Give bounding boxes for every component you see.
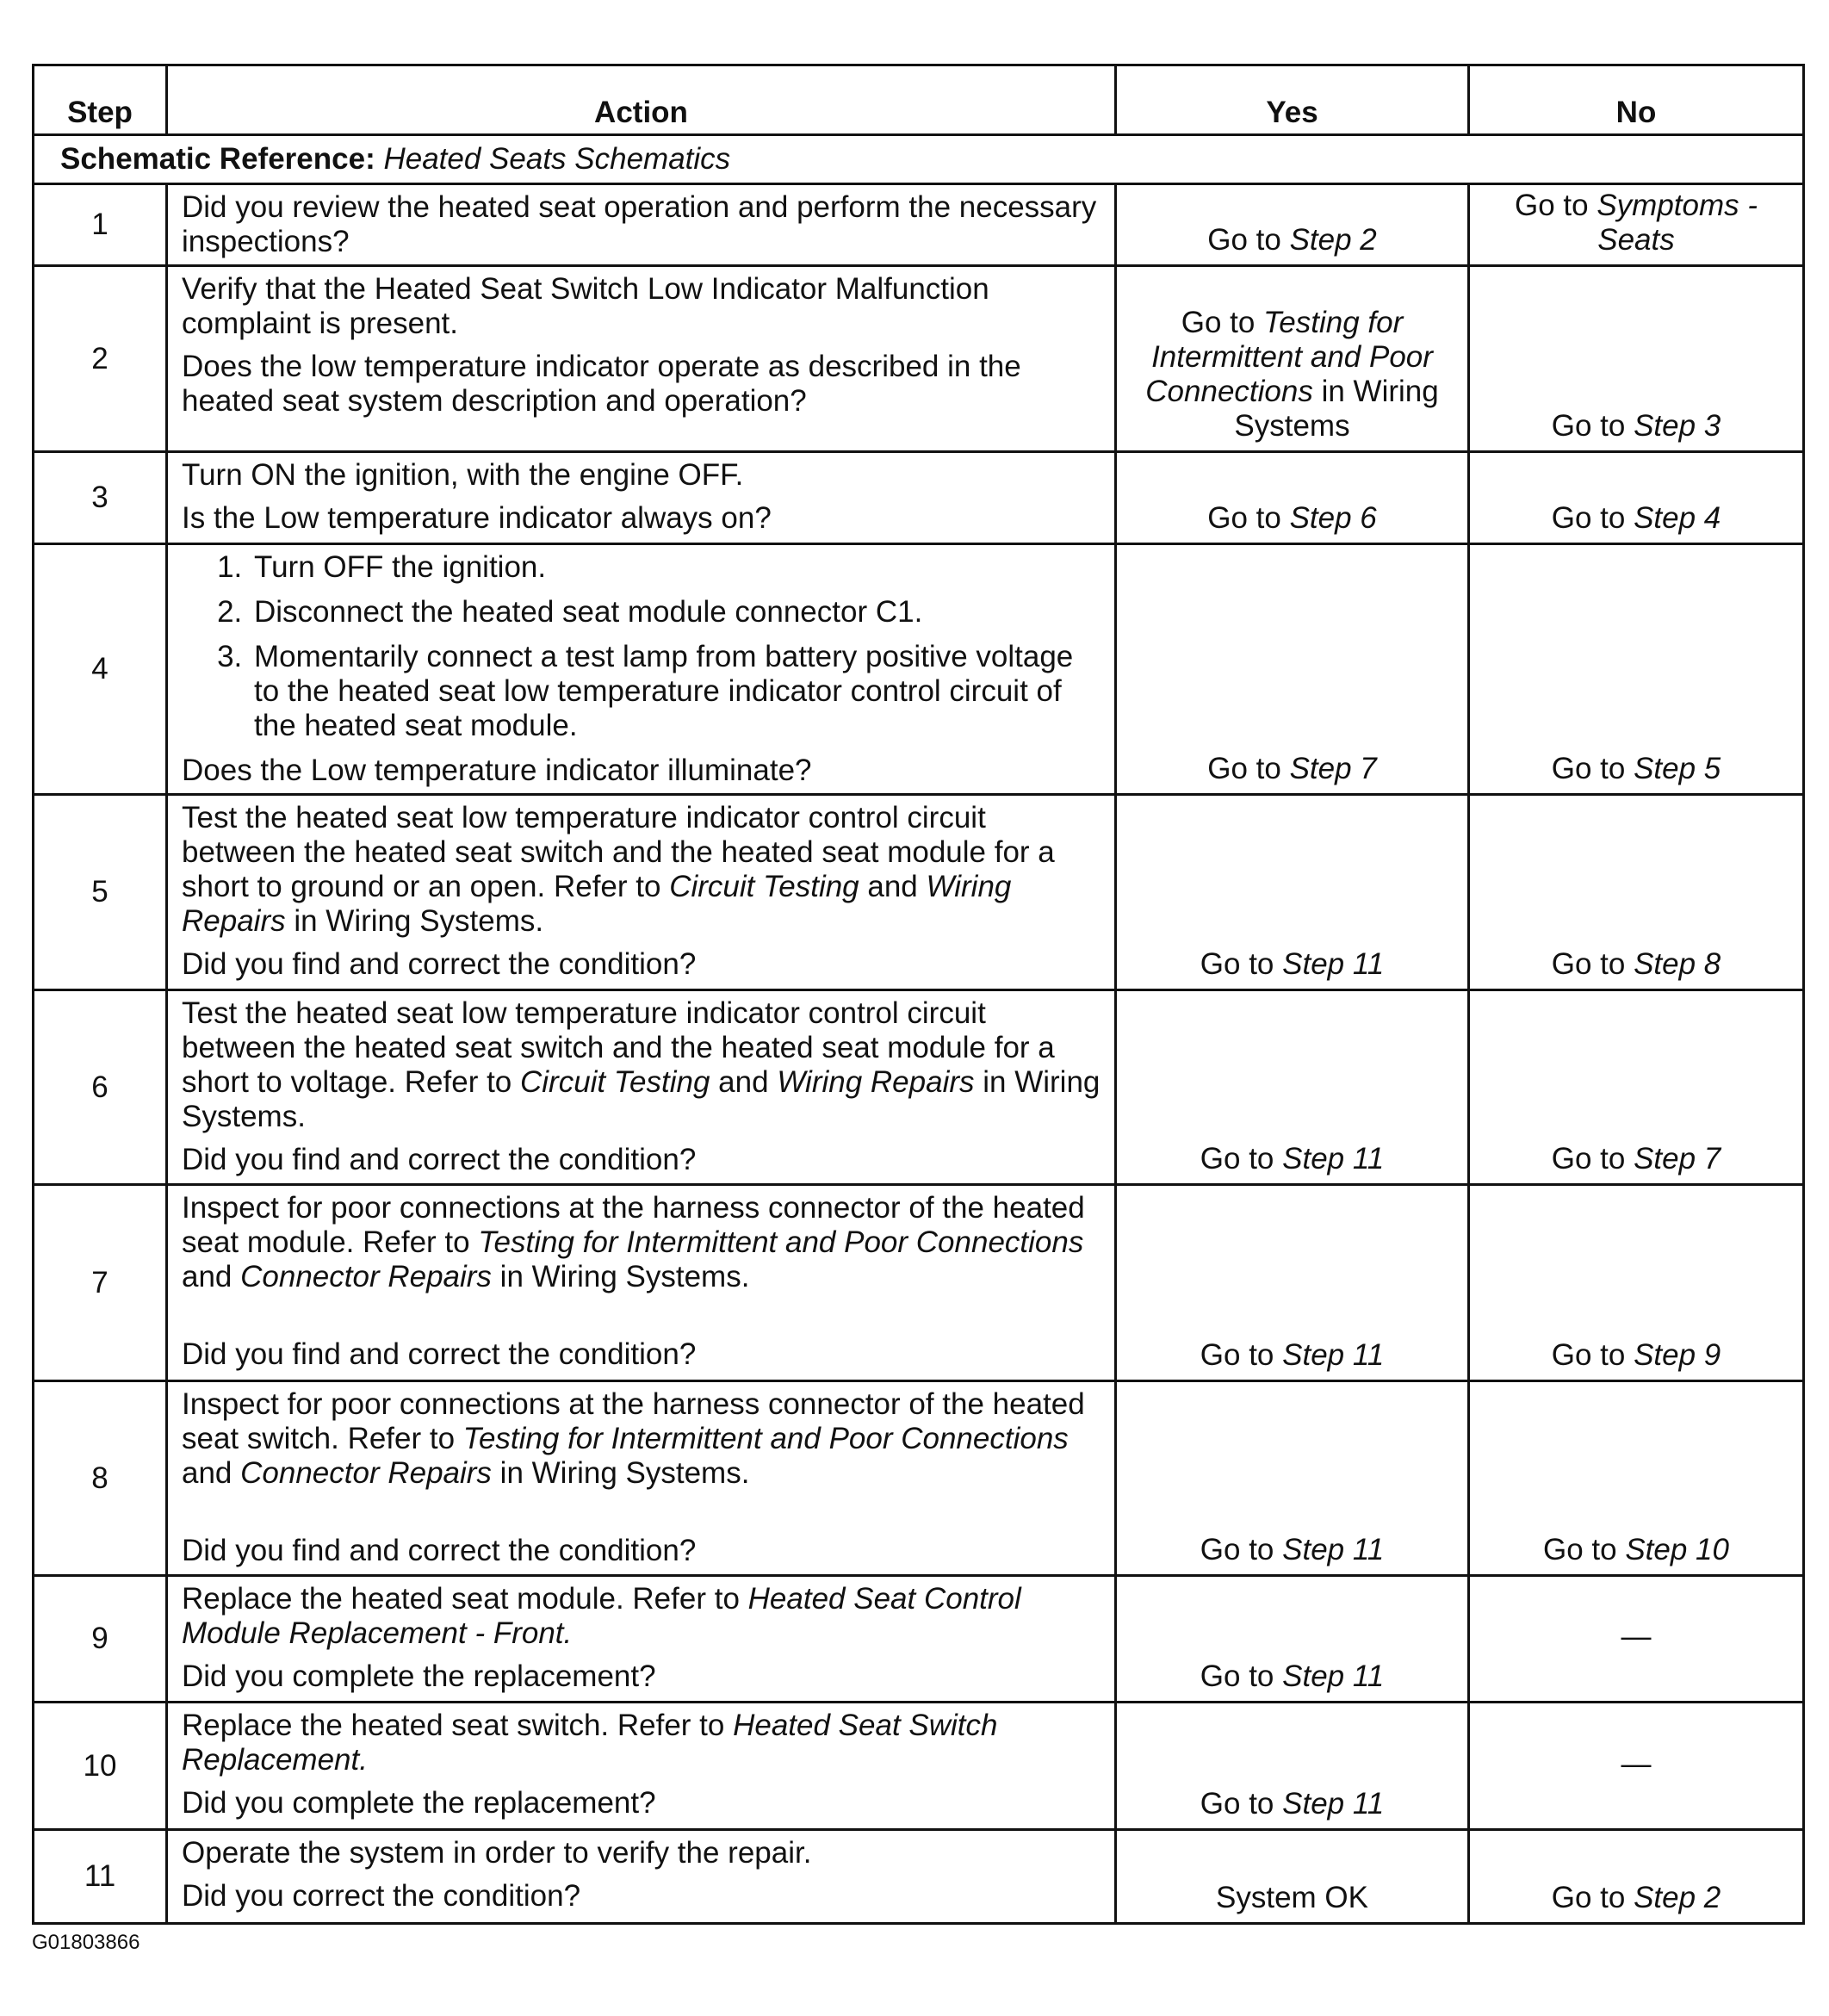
substep-item: 2. Disconnect the heated seat module connector C1. — [251, 595, 1102, 630]
action-cell — [167, 544, 1116, 795]
yes-reference: Step 6 — [1289, 501, 1377, 535]
question-text: Did you find and correct the condition? — [182, 947, 697, 981]
action-question — [182, 754, 1102, 788]
no-column-header: No — [1469, 65, 1804, 135]
table-row — [34, 1185, 1804, 1381]
action-cell — [167, 1185, 1116, 1381]
step-number: 1 — [34, 184, 167, 266]
table-row — [34, 1703, 1804, 1830]
yes-text: System OK — [1216, 1881, 1368, 1914]
action-cell — [167, 452, 1116, 544]
table-body — [34, 135, 1804, 1924]
no-text: Go to — [1551, 1881, 1634, 1914]
diagnostic-document — [32, 64, 1802, 1925]
action-cell — [167, 990, 1116, 1185]
figure-reference-code: G01803866 — [32, 1931, 140, 1954]
action-text: and — [859, 870, 927, 903]
no-reference: Step 2 — [1634, 1881, 1721, 1914]
no-text: Go to — [1551, 501, 1634, 535]
step-number: 6 — [34, 990, 167, 1185]
no-result — [1469, 1830, 1804, 1924]
step-number: 2 — [34, 266, 167, 452]
action-text: in Wiring Systems. — [491, 1456, 750, 1490]
yes-reference: Testing for Intermittent and Poor Connections — [1145, 306, 1433, 408]
yes-text: Go to — [1207, 223, 1290, 257]
action-text: Inspect for poor connections at the harness connector of the heated seat module. Refer to — [182, 1191, 1085, 1259]
action-question — [182, 1786, 1102, 1821]
action-cell — [167, 1703, 1116, 1830]
no-reference: Step 8 — [1634, 947, 1721, 981]
step-number: 5 — [34, 795, 167, 990]
step-number: 11 — [34, 1830, 167, 1924]
yes-result — [1116, 452, 1469, 544]
no-text: Go to — [1551, 947, 1634, 981]
action-paragraph — [182, 996, 1102, 1134]
question-text: Does the Low temperature indicator illuminate? — [182, 754, 812, 787]
table-row — [34, 544, 1804, 795]
no-reference: Step 9 — [1634, 1338, 1721, 1372]
yes-text: Go to — [1200, 1338, 1283, 1372]
table-row — [34, 1381, 1804, 1576]
no-result — [1469, 544, 1804, 795]
action-text: and — [710, 1065, 778, 1099]
no-reference: Step 3 — [1634, 409, 1721, 443]
action-paragraph — [182, 1709, 1102, 1777]
yes-result — [1116, 990, 1469, 1185]
action-text: and — [182, 1456, 241, 1490]
no-result — [1469, 184, 1804, 266]
yes-text: Go to — [1200, 1142, 1283, 1175]
yes-text: Go to — [1207, 752, 1290, 785]
yes-reference: Step 11 — [1282, 1533, 1385, 1566]
yes-result — [1116, 1576, 1469, 1703]
action-reference: Circuit Testing — [519, 1065, 710, 1099]
question-text: Did you correct the condition? — [182, 1879, 581, 1913]
diagnostic-table — [32, 64, 1805, 1925]
action-cell — [167, 795, 1116, 990]
yes-reference: Step 11 — [1282, 947, 1385, 981]
question-text: Did you find and correct the condition? — [182, 1534, 697, 1567]
action-question — [182, 1534, 1102, 1568]
no-text: — — [1621, 1746, 1652, 1781]
no-text: Go to — [1551, 752, 1634, 785]
step-number: 7 — [34, 1185, 167, 1381]
no-result — [1469, 795, 1804, 990]
yes-reference: Step 11 — [1282, 1142, 1385, 1175]
yes-reference: Step 7 — [1289, 752, 1377, 785]
action-text: Test the heated seat low temperature indicator control circuit between the heated seat switch and the heated seat module for a short to ground or an open. Refer to — [182, 801, 1055, 903]
action-reference: Wiring Repairs — [777, 1065, 975, 1099]
question-text: Did you complete the replacement? — [182, 1659, 656, 1693]
step-number: 4 — [34, 544, 167, 795]
action-question — [182, 1143, 1102, 1177]
table-row — [34, 266, 1804, 452]
action-text: Verify that the Heated Seat Switch Low Indicator Malfunction complaint is present. — [182, 272, 989, 340]
yes-result — [1116, 544, 1469, 795]
action-text: in Wiring Systems. — [182, 1065, 1100, 1133]
no-text: Go to — [1551, 409, 1634, 443]
schematic-reference-label: Schematic Reference: — [60, 142, 375, 176]
action-reference: Testing for Intermittent and Poor Connections — [462, 1422, 1069, 1455]
table-row — [34, 795, 1804, 990]
substep-list — [182, 550, 1102, 743]
yes-text: Go to — [1200, 1787, 1283, 1821]
action-text: in Wiring Systems. — [491, 1260, 750, 1293]
yes-text: Go to — [1200, 947, 1283, 981]
step-number: 8 — [34, 1381, 167, 1576]
action-reference: Connector Repairs — [240, 1260, 492, 1293]
no-text: Go to — [1543, 1533, 1626, 1566]
yes-column-header: Yes — [1116, 65, 1469, 135]
action-column-header: Action — [167, 65, 1116, 135]
action-paragraph — [182, 801, 1102, 939]
yes-text: Go to — [1181, 306, 1264, 339]
yes-result — [1116, 184, 1469, 266]
action-cell — [167, 266, 1116, 452]
action-text: and — [182, 1260, 241, 1293]
action-text: Did you review the heated seat operation and perform the necessary inspections? — [182, 190, 1097, 258]
action-text: Replace the heated seat switch. Refer to — [182, 1709, 734, 1742]
action-reference: Heated Seat Control Module Replacement - Front. — [182, 1582, 1021, 1650]
action-question — [182, 1879, 1102, 1914]
table-header-row — [34, 65, 1804, 135]
question-text: Did you find and correct the condition? — [182, 1337, 697, 1371]
yes-reference: Step 11 — [1282, 1338, 1385, 1372]
action-question — [182, 1659, 1102, 1694]
action-cell — [167, 1830, 1116, 1924]
schematic-reference-value: Heated Seats Schematics — [383, 142, 731, 176]
action-paragraph — [182, 1387, 1102, 1491]
action-reference: Testing for Intermittent and Poor Connections — [478, 1225, 1084, 1259]
no-result — [1469, 1185, 1804, 1381]
no-text: Go to — [1551, 1338, 1634, 1372]
action-question — [182, 947, 1102, 982]
action-reference: Connector Repairs — [240, 1456, 492, 1490]
action-paragraph — [182, 272, 1102, 341]
substep-item: 1. Turn OFF the ignition. — [251, 550, 1102, 585]
no-result — [1469, 1576, 1804, 1703]
yes-text: Go to — [1207, 501, 1290, 535]
schematic-reference-row — [34, 135, 1804, 184]
action-text: Test the heated seat low temperature indicator control circuit between the heated seat switch and the heated seat module for a short to voltage. Refer to — [182, 996, 1055, 1099]
yes-result — [1116, 795, 1469, 990]
yes-text: in Wiring Systems — [1234, 375, 1439, 443]
table-row — [34, 990, 1804, 1185]
no-reference: Symptoms - Seats — [1596, 189, 1758, 257]
yes-reference: Step 11 — [1282, 1787, 1385, 1821]
action-paragraph — [182, 190, 1102, 259]
table-row — [34, 184, 1804, 266]
action-text: Operate the system in order to verify the repair. — [182, 1836, 812, 1870]
no-result — [1469, 1381, 1804, 1576]
no-result — [1469, 452, 1804, 544]
no-reference: Step 7 — [1634, 1142, 1721, 1175]
schematic-reference — [34, 135, 1804, 184]
substep-item: 3. Momentarily connect a test lamp from battery positive voltage to the heated seat low temperature indicator control circuit of the heated seat module. — [251, 640, 1102, 743]
action-reference: Wiring Repairs — [182, 870, 1012, 938]
table-row — [34, 452, 1804, 544]
action-cell — [167, 1381, 1116, 1576]
action-paragraph — [182, 501, 1102, 536]
no-text: Go to — [1551, 1142, 1634, 1175]
yes-reference: Step 11 — [1282, 1659, 1385, 1693]
action-question — [182, 1337, 1102, 1372]
no-reference: Step 4 — [1634, 501, 1721, 535]
table-row — [34, 1830, 1804, 1924]
yes-result — [1116, 266, 1469, 452]
action-paragraph — [182, 350, 1102, 419]
action-text: Turn ON the ignition, with the engine OFF. — [182, 458, 744, 492]
no-text: Go to — [1514, 189, 1597, 222]
no-result — [1469, 1703, 1804, 1830]
question-text: Did you complete the replacement? — [182, 1786, 656, 1820]
action-paragraph — [182, 458, 1102, 493]
yes-reference: Step 2 — [1289, 223, 1377, 257]
action-reference: Circuit Testing — [669, 870, 859, 903]
yes-text: Go to — [1200, 1533, 1283, 1566]
action-cell — [167, 184, 1116, 266]
action-paragraph — [182, 1582, 1102, 1651]
step-number: 10 — [34, 1703, 167, 1830]
no-result — [1469, 266, 1804, 452]
step-number: 9 — [34, 1576, 167, 1703]
yes-result — [1116, 1703, 1469, 1830]
action-text: Is the Low temperature indicator always on? — [182, 501, 772, 535]
step-column-header: Step — [34, 65, 167, 135]
action-paragraph — [182, 1191, 1102, 1294]
no-reference: Step 5 — [1634, 752, 1721, 785]
no-text: — — [1621, 1620, 1652, 1653]
step-number: 3 — [34, 452, 167, 544]
yes-result — [1116, 1185, 1469, 1381]
no-result — [1469, 990, 1804, 1185]
action-text: Replace the heated seat module. Refer to — [182, 1582, 748, 1616]
table-row — [34, 1576, 1804, 1703]
yes-result — [1116, 1381, 1469, 1576]
action-text: Inspect for poor connections at the harness connector of the heated seat switch. Refer to — [182, 1387, 1085, 1455]
no-reference: Step 10 — [1625, 1533, 1729, 1566]
action-text: in Wiring Systems. — [285, 904, 544, 938]
action-reference: Heated Seat Switch Replacement. — [182, 1709, 998, 1777]
action-text: Does the low temperature indicator operate as described in the heated seat system description and operation? — [182, 350, 1021, 418]
question-text: Did you find and correct the condition? — [182, 1143, 697, 1176]
action-cell — [167, 1576, 1116, 1703]
yes-result — [1116, 1830, 1469, 1924]
yes-text: Go to — [1200, 1659, 1283, 1693]
action-paragraph — [182, 1836, 1102, 1870]
